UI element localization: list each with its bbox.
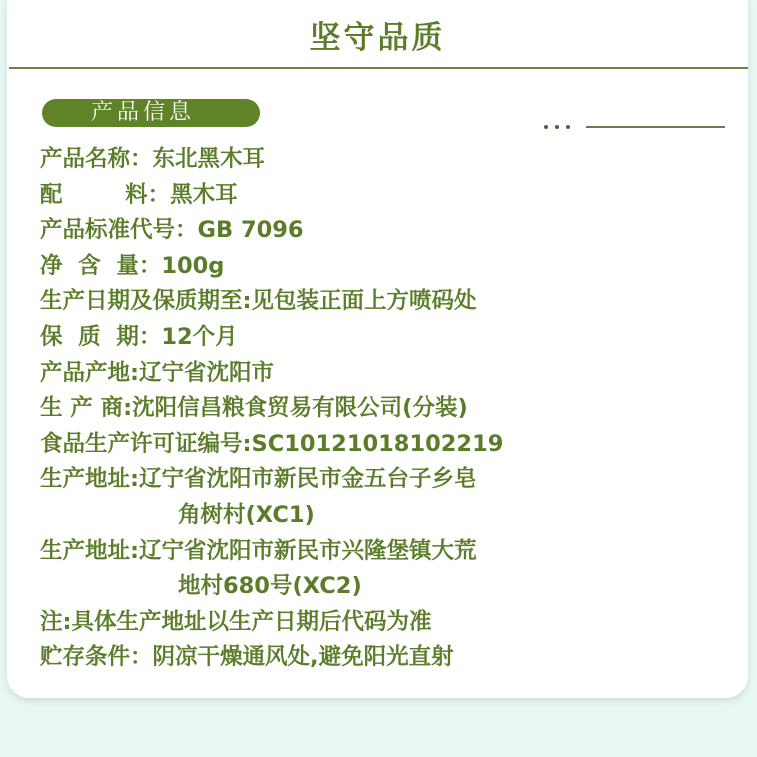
- row-label: 净 含 量：: [40, 252, 162, 279]
- row-label: 生 产 商:: [40, 395, 133, 422]
- info-row-manufacturer: [40, 391, 740, 427]
- info-row-net-weight: [40, 249, 740, 285]
- info-row-standard-code: [40, 213, 740, 249]
- info-row-address-2-continuation: [40, 569, 740, 605]
- dot-icon: [544, 125, 548, 129]
- row-value: 12个月: [161, 323, 238, 350]
- rule-line: [586, 126, 725, 128]
- info-row-address-1-continuation: [40, 498, 740, 534]
- title-divider: [9, 67, 748, 69]
- row-value: 阴凉干燥通风处,避免阳光直射: [152, 644, 454, 671]
- row-value: GB 7096: [197, 217, 304, 244]
- info-row-production-date: [40, 284, 740, 320]
- info-row-shelf-life: [40, 320, 740, 356]
- dots-line-divider-icon: [544, 123, 724, 131]
- info-row-storage: [40, 640, 740, 676]
- row-value: 黑木耳: [170, 181, 238, 208]
- info-row-origin: [40, 356, 740, 392]
- row-value: 沈阳信昌粮食贸易有限公司(分装): [132, 395, 468, 422]
- dot-icon: [555, 125, 559, 129]
- row-label: 产品标准代号：: [40, 217, 198, 244]
- row-value: 见包装正面上方喷码处: [251, 288, 477, 315]
- row-value: 东北黑木耳: [152, 146, 266, 172]
- row-value: 辽宁省沈阳市新民市兴隆堡镇大荒: [139, 537, 477, 564]
- row-value-continuation: 角树村(XC1): [178, 501, 315, 528]
- info-row-address-2: [40, 534, 740, 570]
- page-title: 坚守品质: [309, 20, 446, 56]
- row-label: 配 料：: [40, 181, 171, 208]
- row-value: 辽宁省沈阳市: [139, 359, 275, 386]
- row-value: 辽宁省沈阳市新民市金五台子乡皂: [139, 466, 477, 493]
- info-row-address-1: [40, 462, 740, 498]
- dot-icon: [566, 125, 570, 129]
- product-info-list: [40, 142, 740, 676]
- row-label: 生产地址:: [40, 466, 139, 493]
- row-label: 注:: [40, 608, 72, 635]
- row-label: 产品产地:: [40, 359, 139, 386]
- row-value: 具体生产地址以生产日期后代码为准: [71, 608, 432, 635]
- row-label: 贮存条件：: [40, 644, 153, 671]
- row-value: 100g: [161, 252, 225, 279]
- info-row-product-name: [40, 142, 740, 178]
- section-label-pill: 产品信息: [42, 99, 260, 127]
- row-label: 生产地址:: [40, 537, 139, 564]
- row-value: SC10121018102219: [251, 430, 504, 457]
- info-row-note: [40, 605, 740, 641]
- row-label: 食品生产许可证编号:: [40, 430, 252, 457]
- info-row-license-number: [40, 427, 740, 463]
- info-row-ingredients: [40, 178, 740, 214]
- row-label: 生产日期及保质期至:: [40, 288, 252, 315]
- row-label: 保 质 期：: [40, 323, 162, 350]
- product-info-card: [7, 0, 748, 698]
- row-label: 产品名称：: [40, 146, 153, 172]
- row-value-continuation: 地村680号(XC2): [178, 573, 362, 600]
